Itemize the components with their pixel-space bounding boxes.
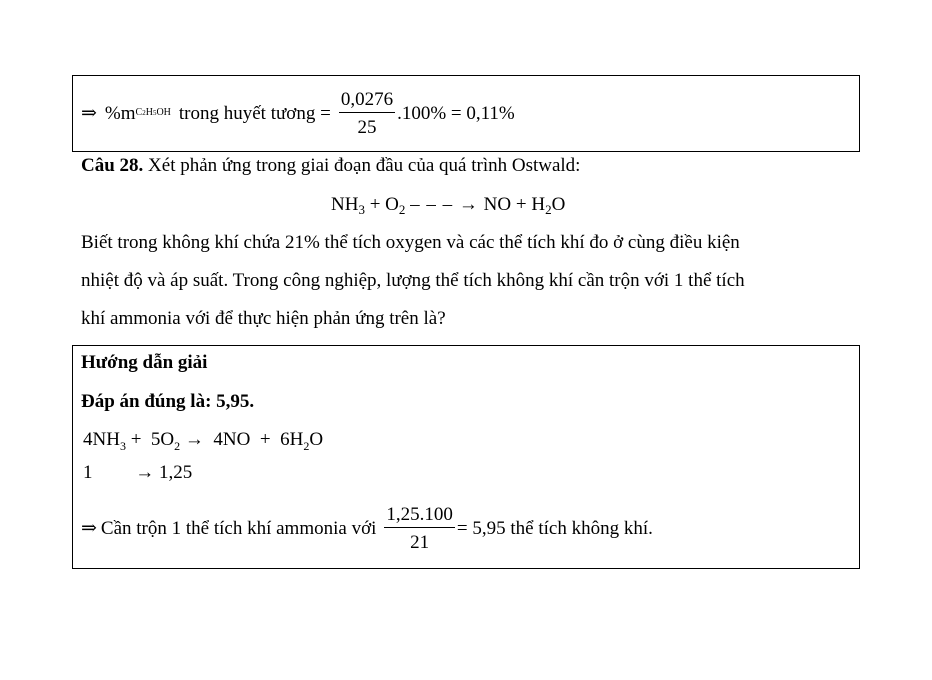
reactant-o2: O bbox=[385, 194, 399, 215]
mole-ratio-line: 1 → 1,25 bbox=[83, 462, 193, 483]
fraction-denominator: 21 bbox=[410, 531, 430, 553]
blood-plasma-text: trong huyết tương = bbox=[178, 102, 331, 124]
correct-answer: Đáp án đúng là: 5,95. bbox=[81, 391, 255, 412]
question-body-line-2: nhiệt độ và áp suất. Trong công nghiệp, lượng thể tích không khí cần trộn với 1 thể tích bbox=[81, 270, 745, 291]
product-6h2o: 6H bbox=[280, 429, 304, 450]
balanced-equation: $4NH_3 + 5O_2 \to 4NO + 6H_2O$ bbox=[83, 429, 324, 453]
fraction bbox=[384, 505, 455, 552]
question-intro: Xét phản ứng trong giai đoạn đầu của quá trình Ostwald: bbox=[148, 155, 581, 176]
question-body-line-1: Biết trong không khí chứa 21% thể tích oxygen và các thể tích khí đo ở cùng điều kiện bbox=[81, 232, 740, 253]
percent-mass-label: %m bbox=[104, 102, 136, 124]
reactant-5o2: 5O bbox=[150, 429, 175, 450]
question-heading bbox=[81, 156, 580, 175]
question-body-line-3: khí ammonia với để thực hiện phản ứng trên là? bbox=[81, 308, 446, 329]
implies-symbol: ⇒ bbox=[81, 517, 97, 539]
arrow: → bbox=[184, 429, 204, 450]
dashed-arrow: – – – → bbox=[410, 194, 479, 215]
result-tail: .100% = 0,11% bbox=[397, 102, 515, 124]
fraction-numerator: 0,0276 bbox=[339, 90, 395, 113]
conclusion-line: ⇒ Cần trộn 1 thể tích khí ammonia với $\frac{1,25.100}{21}$ = 5,95 thể tích không khí. bbox=[81, 503, 653, 553]
plus-sign: + bbox=[515, 194, 527, 215]
fraction bbox=[339, 90, 395, 137]
ethanol-formula-subscript: C2H5OH bbox=[135, 107, 171, 118]
solution-heading: Hướng dẫn giải bbox=[81, 352, 208, 373]
ethanol-percentage-line bbox=[81, 82, 515, 144]
ostwald-reaction: $NH_3 + O_2$ – – – → NO + $H_2O$ bbox=[331, 194, 566, 217]
plus-sign: + bbox=[369, 194, 381, 215]
solution-box bbox=[72, 345, 860, 569]
fraction-denominator: 25 bbox=[357, 116, 377, 138]
reactant-nh3: NH bbox=[331, 194, 359, 215]
question-label: Câu 28. bbox=[81, 155, 144, 176]
previous-answer-box bbox=[72, 75, 860, 152]
fraction-numerator: 1,25.100 bbox=[384, 505, 455, 528]
product-h2o: H bbox=[531, 194, 546, 215]
reactant-4nh3: 4NH bbox=[83, 429, 120, 450]
product-4no: 4NO bbox=[213, 429, 251, 450]
implies-symbol: ⇒ bbox=[81, 102, 97, 124]
product-no: NO bbox=[483, 194, 512, 215]
